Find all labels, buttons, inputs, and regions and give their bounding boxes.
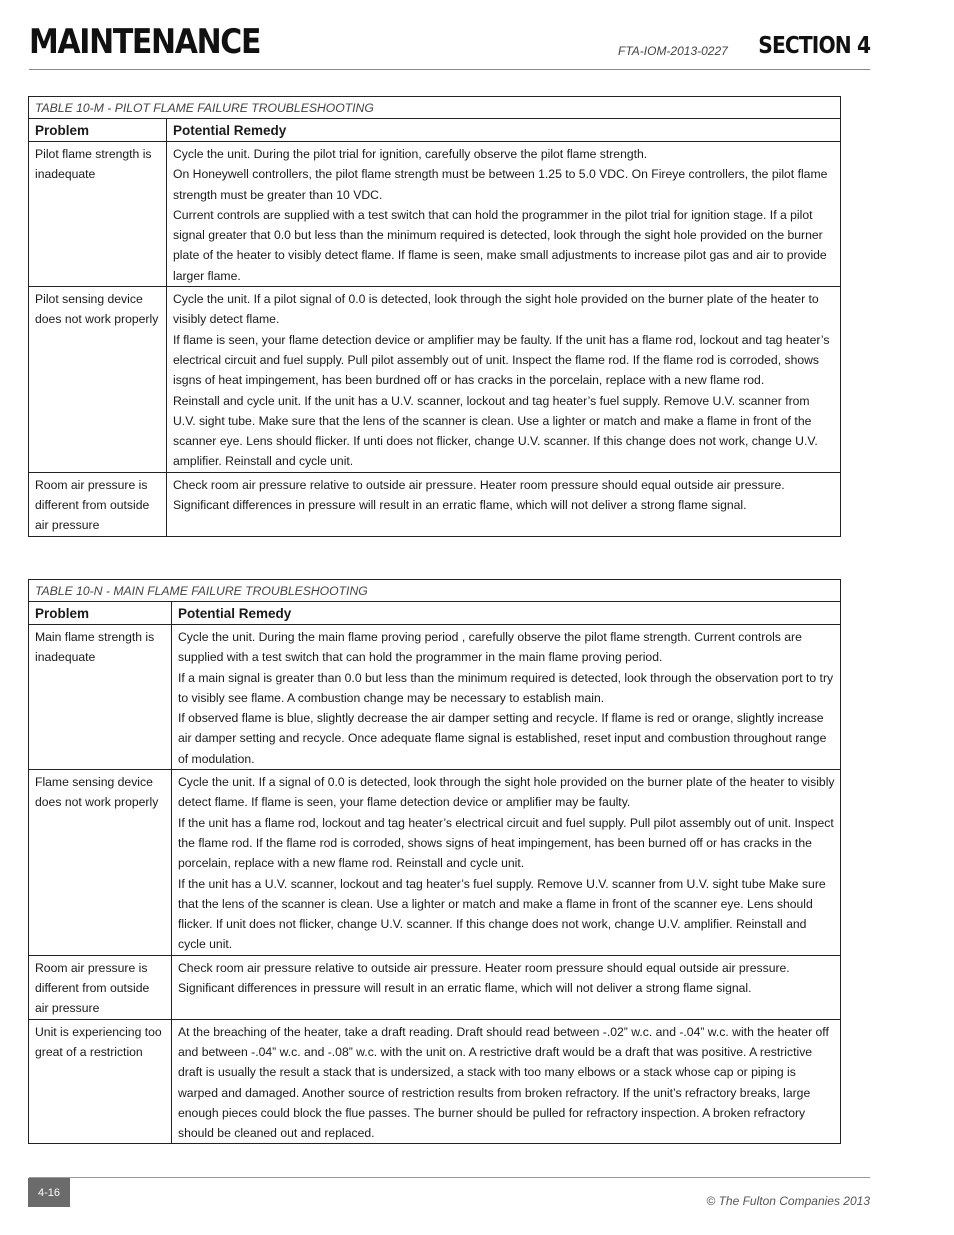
column-header-remedy: Potential Remedy [172,602,841,625]
problem-cell: Main flame strength is inadequate [29,625,172,770]
page-number-badge: 4-16 [28,1178,70,1207]
remedy-paragraph: Cycle the unit. During the main flame proving period , carefully observe the pilot flame strength. Current controls are supplied with a test switch that can hold the programmer in the main flame proving period. [178,630,802,665]
remedy-cell [172,625,841,770]
header-divider [29,69,870,70]
table-row [29,287,841,473]
table-header-row [29,119,841,142]
remedy-paragraph: Reinstall and cycle unit. If the unit has a U.V. scanner, lockout and tag heater’s fuel supply. Remove U.V. scanner from U.V. sight tube. Make sure that the lens of the scanner is clean. Use a lighter or match and make a flame in front of the scanner eye. Lens should flicker. If unti does not flicker, change U.V. scanner. If this change does not work, change U.V. amplifier. Reinstall and cycle unit. [173,393,818,469]
table-row [29,472,841,536]
remedy-cell [167,142,841,287]
column-header-problem: Problem [29,602,172,625]
remedy-paragraph: If observed flame is blue, slightly decrease the air damper setting and recycle. If flame is red or orange, slightly increase air damper setting and recycle. Once adequate flame signal is established, reset input and combustion throughout range of modulation. [178,711,827,766]
remedy-cell [172,770,841,956]
column-header-remedy: Potential Remedy [167,119,841,142]
table-caption-row [29,97,841,119]
table-main-flame-failure [28,579,841,1144]
remedy-paragraph: Cycle the unit. If a pilot signal of 0.0 is detected, look through the sight hole provided on the burner plate of the heater to visibly detect flame. [173,292,819,327]
remedy-paragraph: If the unit has a flame rod, lockout and tag heater’s electrical circuit and fuel supply. Pull pilot assembly out of unit. Inspect the flame rod. If the flame rod is corroded, shows signs of heat impingement, has been burned off or has cracks in the porcelain, replace with a new flame rod. Reinstall and cycle unit. [178,815,834,871]
table-row [29,955,841,1019]
table-header-row [29,602,841,625]
table-row [29,770,841,956]
problem-cell: Pilot flame strength is inadequate [29,142,167,287]
footer-divider [29,1177,870,1178]
problem-cell: Unit is experiencing too great of a restriction [29,1019,172,1144]
page-title: MAINTENANCE [29,22,261,62]
remedy-paragraph: If a main signal is greater than 0.0 but less than the minimum required is detected, look through the observation port to try to visibly see flame. A combustion change may be necessary to establish main. [178,670,834,705]
remedy-paragraph: Cycle the unit. If a signal of 0.0 is detected, look through the sight hole provided on the burner plate of the heater to visibly detect flame. If flame is seen, your flame detection device or amplifier may be faulty. [178,775,835,810]
remedy-paragraph: Current controls are supplied with a test switch that can hold the programmer in the pilot trial for ignition stage. If a pilot signal greater that 0.0 but less than the minimum required is detected, look through the sight hole provided on the burner plate of the heater to visibly detect flame. If flame is seen, make small adjustments to increase pilot gas and air to provide larger flame. [173,207,827,283]
document-id: FTA-IOM-2013-0227 [618,44,728,58]
remedy-cell [172,955,841,1019]
column-header-problem: Problem [29,119,167,142]
problem-cell: Room air pressure is different from outside air pressure [29,955,172,1019]
remedy-paragraph: If flame is seen, your flame detection device or amplifier may be faulty. If the unit has a flame rod, lockout and tag heater’s electrical circuit and fuel supply. Pull pilot assembly out of unit. Inspect the flame rod. If the flame rod is corroded, shows isgns of heat impingement, has been burdned off or has cracks in the porcelain, replace with a new flame rod. [173,332,830,388]
table-caption: TABLE 10-N - MAIN FLAME FAILURE TROUBLESHOOTING [29,580,841,602]
problem-cell: Room air pressure is different from outside air pressure [29,472,167,536]
table-row [29,1019,841,1144]
problem-cell: Pilot sensing device does not work properly [29,287,167,473]
table-row [29,142,841,287]
table-caption: TABLE 10-M - PILOT FLAME FAILURE TROUBLESHOOTING [29,97,841,119]
table-caption-row [29,580,841,602]
remedy-cell [172,1019,841,1144]
table-row [29,625,841,770]
section-label: SECTION 4 [758,33,870,59]
remedy-cell [167,287,841,473]
remedy-paragraph: Check room air pressure relative to outside air pressure. Heater room pressure should equal outside air pressure. Significant differences in pressure will result in an erratic flame, which will not deliver a strong flame signal. [178,960,790,996]
remedy-paragraph: If the unit has a U.V. scanner, lockout and tag heater’s fuel supply. Remove U.V. scanner from U.V. sight tube Make sure that the lens of the scanner is clean. Use a lighter or match and make a flame in front of the scanner eye. Lens should flicker. If unit does not flicker, change U.V. scanner. If this change does not work, change U.V. amplifier. Reinstall and cycle unit. [178,876,826,952]
remedy-paragraph: Check room air pressure relative to outside air pressure. Heater room pressure should equal outside air pressure. Significant differences in pressure will result in an erratic flame, which will not deliver a strong flame signal. [173,477,785,513]
remedy-paragraph: At the breaching of the heater, take a draft reading. Draft should read between -.02” w.c. and -.04” w.c. with the heater off and between -.04” w.c. and -.08” w.c. with the unit on. A restrictive draft would be a draft that was positive. A restrictive draft is usually the result a stack that is undersized, a stack with too many elbows or a stack whose cap or piping is warped and damaged. Another source of restriction results from broken refractory. If the unit’s refractory breaks, large enough pieces could block the flue passes. The burner should be pulled for refractory inspection. A broken refractory should be cleaned out and replaced. [178,1024,829,1141]
table-pilot-flame-failure [28,96,841,537]
remedy-paragraph: On Honeywell controllers, the pilot flame strength must be between 1.25 to 5.0 VDC. On Fireye controllers, the pilot flame strength must be greater than 10 VDC. [173,167,828,202]
problem-cell: Flame sensing device does not work properly [29,770,172,956]
remedy-cell [167,472,841,536]
remedy-paragraph: Cycle the unit. During the pilot trial for ignition, carefully observe the pilot flame strength. [173,147,648,161]
copyright-notice: © The Fulton Companies 2013 [706,1194,870,1208]
